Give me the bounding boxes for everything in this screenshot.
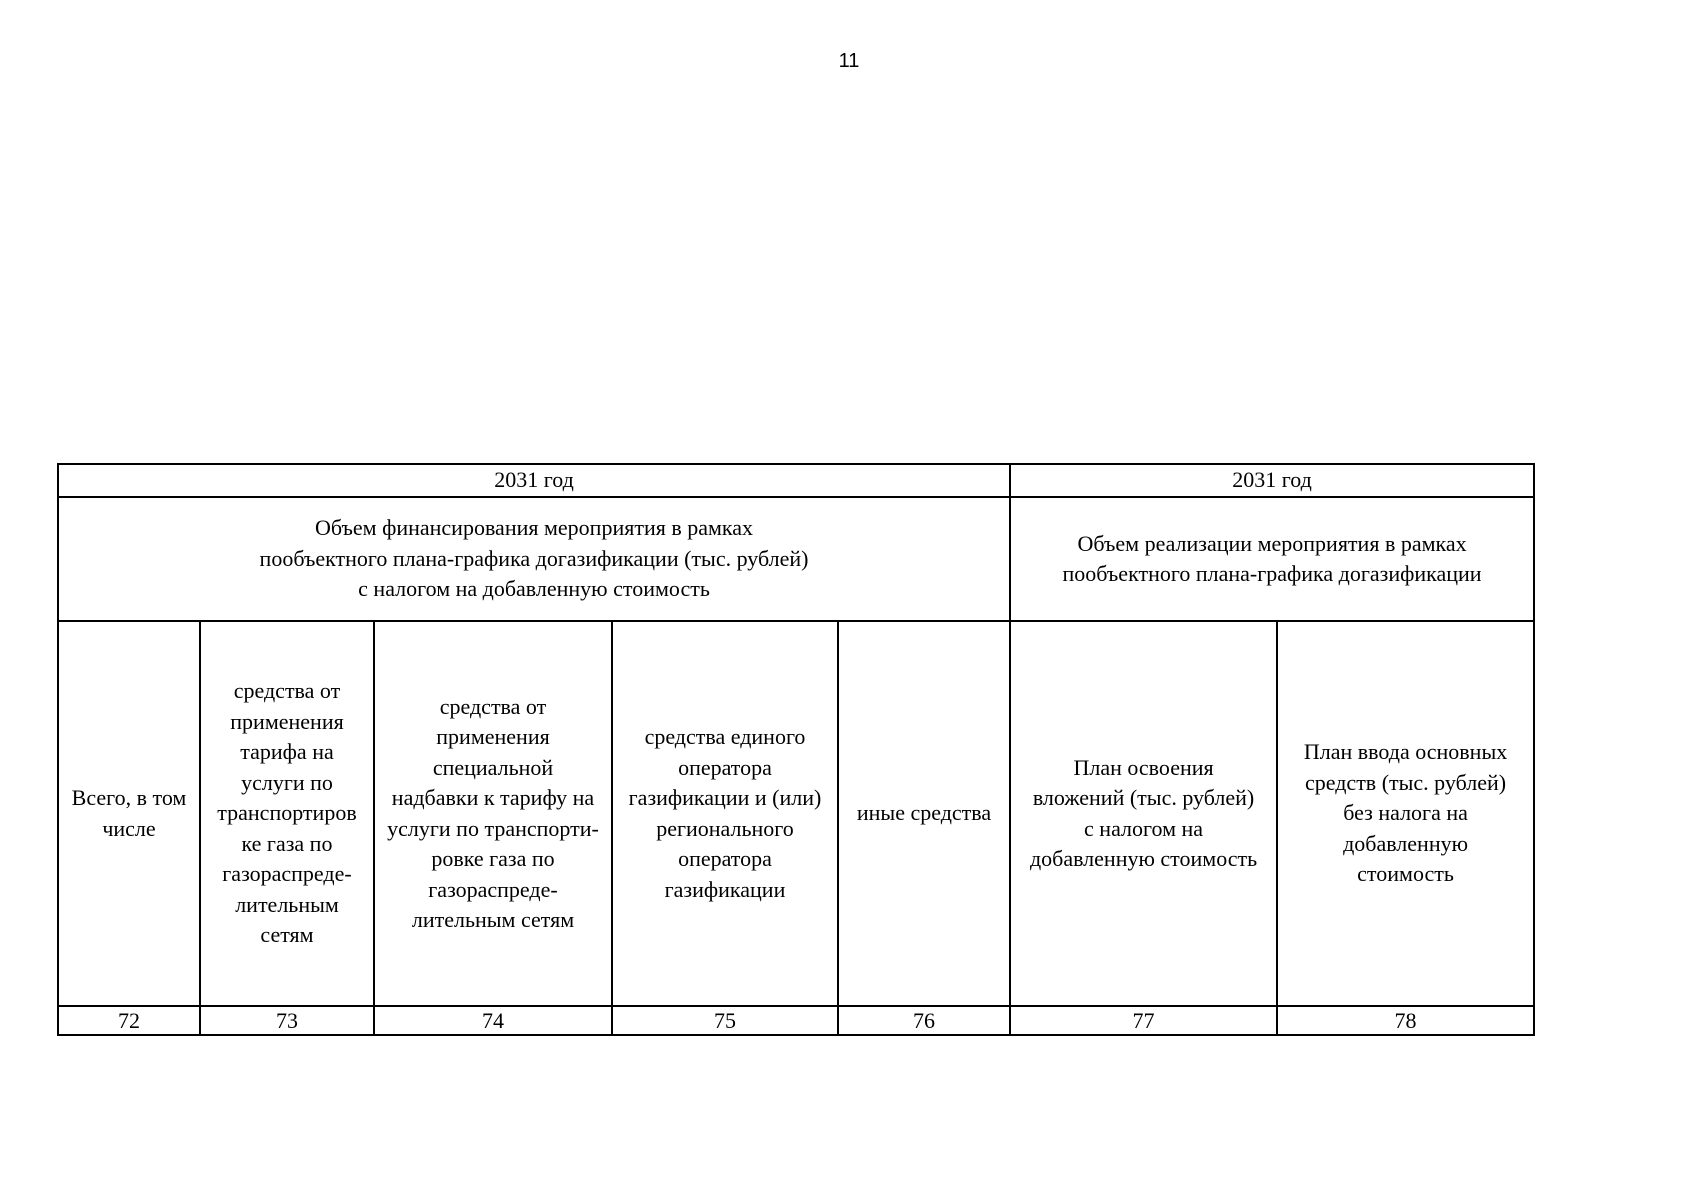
financing-table: [57, 463, 1535, 1036]
column-header-surcharge-funds: средства от применения специальной надбавки к тарифу на услуги по транспорти- ровке газа по газораспреде- лительным сетям: [374, 621, 612, 1006]
financing-volume-header: Объем финансирования мероприятия в рамках пообъектного плана-графика догазификации (тыс. рублей) с налогом на добавленную стоимость: [58, 497, 1010, 621]
column-header-investment-plan: План освоения вложений (тыс. рублей) с налогом на добавленную стоимость: [1010, 621, 1277, 1006]
column-number: 75: [612, 1006, 838, 1035]
column-number: 76: [838, 1006, 1010, 1035]
column-number: 77: [1010, 1006, 1277, 1035]
column-header-tariff-funds: средства от применения тарифа на услуги по транспортиров ке газа по газораспреде- лительным сетям: [200, 621, 374, 1006]
column-number: 72: [58, 1006, 200, 1035]
column-header-fixed-assets-plan: План ввода основных средств (тыс. рублей) без налога на добавленную стоимость: [1277, 621, 1534, 1006]
column-number-row: [58, 1006, 1534, 1035]
year-header-right: 2031 год: [1010, 464, 1534, 497]
year-header-left: 2031 год: [58, 464, 1010, 497]
page-number: 11: [838, 50, 860, 72]
group-header-row: [58, 497, 1534, 621]
column-header-row: [58, 621, 1534, 1006]
column-number: 73: [200, 1006, 374, 1035]
column-header-other-funds: иные средства: [838, 621, 1010, 1006]
column-header-operator-funds: средства единого оператора газификации и (или) регионального оператора газификации: [612, 621, 838, 1006]
implementation-volume-header: Объем реализации мероприятия в рамках пообъектного плана-графика догазификации: [1010, 497, 1534, 621]
column-number: 78: [1277, 1006, 1534, 1035]
year-header-row: [58, 464, 1534, 497]
column-number: 74: [374, 1006, 612, 1035]
column-header-total: Всего, в том числе: [58, 621, 200, 1006]
